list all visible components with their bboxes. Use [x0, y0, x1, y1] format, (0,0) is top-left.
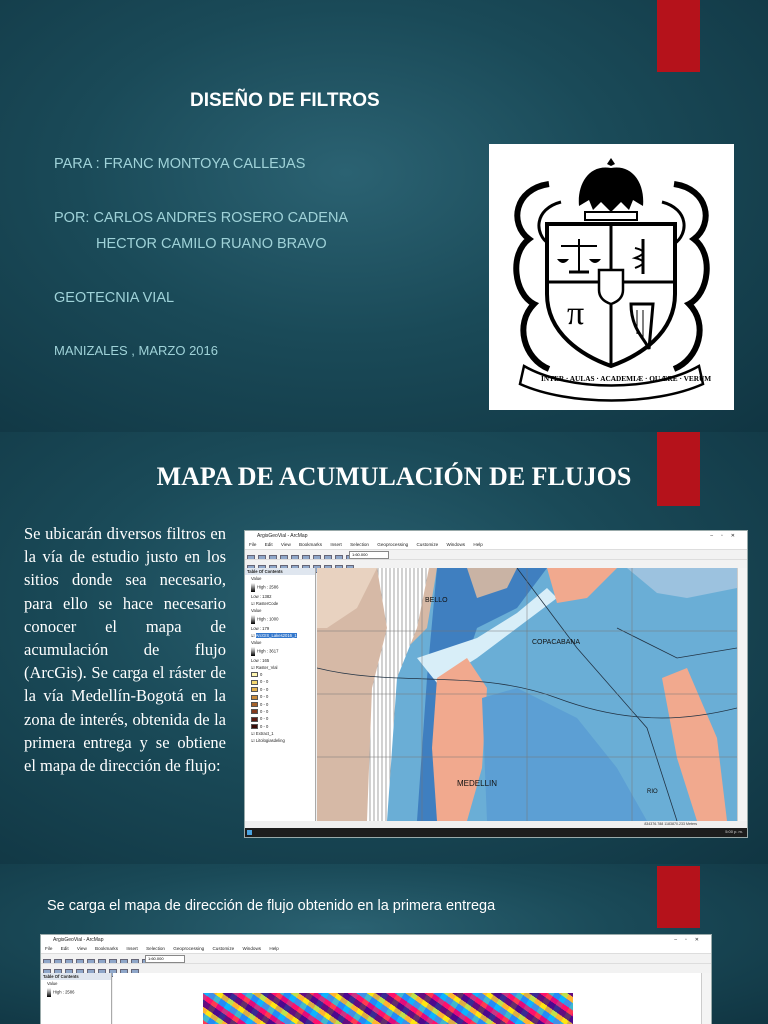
window-controls[interactable]: –▫✕: [674, 937, 707, 943]
arcmap-window: [40, 934, 712, 1024]
menu-bar: [245, 541, 747, 549]
window-title-bar: [41, 935, 711, 945]
slide-title: DISEÑO DE FILTROS: [190, 90, 380, 111]
toc-label: Value: [47, 981, 58, 986]
toc-class: [245, 678, 315, 685]
menu-item[interactable]: Bookmarks: [299, 542, 323, 547]
toc-label: Value: [251, 576, 262, 581]
toc-high-text: High : 2586: [53, 989, 75, 995]
menu-item[interactable]: View: [280, 542, 291, 547]
window-title: ArgisGeoVial - ArcMap: [53, 937, 104, 943]
menu-item[interactable]: Selection: [146, 946, 165, 951]
toc-high: [245, 646, 315, 657]
scale-input[interactable]: 1:60.000: [145, 955, 185, 963]
layer-name: Litologiasdeling: [255, 738, 285, 744]
window-title: ArgisGeoVial - ArcMap: [257, 533, 308, 539]
authors-line-2: HECTOR CAMILO RUANO BRAVO: [96, 236, 327, 252]
layer-name: RasterCode: [255, 601, 279, 606]
description-paragraph: Se ubicarán diversos filtros en la vía de estudio justo en los sitios donde sea necesario, para ello se hace necesario conocer el mapa de acumulación de flujo (ArcGis). Se carga el ráster de la vía Medellín-Bogotá en la zona de interés, obtenida de la primera entrega y se obtiene el mapa de dirección de flujo:: [24, 524, 226, 776]
class-label: 0 - 0: [260, 686, 269, 692]
geology-map: [317, 568, 737, 821]
menu-item[interactable]: Windows: [446, 542, 466, 547]
class-label: 0 - 0: [260, 701, 269, 707]
table-of-contents: [245, 568, 316, 821]
status-bar: 834376.788 1183870.233 Meters: [245, 821, 747, 828]
layer-name: ArcGIS_Lakes2016_1: [255, 633, 297, 638]
legend-swatch: [251, 709, 258, 714]
toolbar-2: [41, 963, 711, 973]
layer-name: Raster_Vial: [255, 665, 278, 670]
window-controls[interactable]: –▫✕: [710, 533, 743, 539]
scale-input[interactable]: 1:60.000: [349, 551, 389, 559]
legend-swatch: [251, 724, 258, 729]
toc-class: [245, 723, 315, 730]
menu-item[interactable]: Geoprocessing: [173, 946, 205, 951]
map-view[interactable]: [113, 973, 701, 1024]
color-ramp: [251, 583, 255, 592]
toc-class: [245, 715, 315, 722]
class-label: 0 - 0: [260, 679, 269, 685]
toc-layer[interactable]: ☑ RasterCode: [251, 601, 279, 606]
flow-direction-slide: [0, 864, 768, 1024]
recipient-line: PARA : FRANC MONTOYA CALLEJAS: [54, 156, 306, 172]
toc-low: Low : 165: [251, 658, 270, 663]
coat-of-arms-icon: [489, 144, 734, 410]
class-label: 0 - 0: [260, 716, 269, 722]
legend-swatch: [251, 695, 258, 700]
toc-layer[interactable]: ☑ Raster_Vial: [251, 665, 278, 670]
arcmap-window: [244, 530, 748, 838]
legend-swatch: [251, 672, 258, 677]
color-ramp: [251, 647, 255, 656]
svg-text:π: π: [567, 295, 585, 332]
toc-high: [41, 987, 111, 998]
toc-high-text: High : 1000: [257, 616, 279, 622]
toolbar-1: [41, 953, 711, 963]
menu-item[interactable]: Geoprocessing: [377, 542, 409, 547]
toc-high: [245, 582, 315, 593]
slide-caption: Se carga el mapa de dirección de flujo obtenido en la primera entrega: [47, 898, 496, 914]
toc-header: Table Of Contents: [41, 973, 111, 980]
toc-low: Low : 179: [251, 626, 270, 631]
table-of-contents: [41, 973, 112, 1024]
start-icon[interactable]: [247, 830, 252, 835]
menu-item[interactable]: Help: [269, 946, 279, 951]
menu-item[interactable]: View: [76, 946, 87, 951]
windows-taskbar: [245, 828, 747, 837]
class-label: 0 - 0: [260, 694, 269, 700]
menu-item[interactable]: Selection: [350, 542, 369, 547]
window-title-bar: [245, 531, 747, 541]
red-accent-bar: [657, 0, 700, 72]
logo-motto: INTER · AULAS · ACADEMIÆ · QUÆRE · VERUM: [541, 374, 712, 383]
map-label-rio: RIO: [647, 789, 658, 795]
toc-class: [245, 686, 315, 693]
layer-name: Extract_1: [255, 731, 274, 737]
toc-label: Value: [251, 640, 262, 645]
legend-swatch: [251, 680, 258, 685]
title-slide: [0, 0, 768, 432]
clock: 5:00 p. m.: [725, 829, 743, 834]
menu-item[interactable]: File: [45, 946, 53, 951]
menu-item[interactable]: Windows: [242, 946, 262, 951]
map-view[interactable]: [317, 568, 737, 821]
toc-high-text: High : 2586: [257, 584, 279, 590]
menu-item[interactable]: File: [249, 542, 257, 547]
map-label-copacabana: COPACABANA: [532, 639, 581, 646]
menu-item[interactable]: Edit: [264, 542, 273, 547]
menu-item[interactable]: Insert: [330, 542, 342, 547]
menu-item[interactable]: Customize: [416, 542, 439, 547]
legend-swatch: [251, 717, 258, 722]
toc-high-text: High : 3617: [257, 648, 279, 654]
toc-high: [245, 614, 315, 625]
menu-bar: [41, 945, 711, 953]
map-label-bello: BELLO: [425, 597, 448, 604]
university-logo: [489, 144, 734, 410]
toc-header: Table Of Contents: [245, 568, 315, 575]
class-label: 0 - 0: [260, 708, 269, 714]
toc-class: [245, 708, 315, 715]
course-line: GEOTECNIA VIAL: [54, 290, 175, 306]
toc-layer-selected[interactable]: ☑ ArcGIS_Lakes2016_1: [251, 633, 297, 638]
color-ramp: [251, 615, 255, 624]
legend-swatch: [251, 687, 258, 692]
menu-item[interactable]: Bookmarks: [95, 946, 119, 951]
flow-accumulation-slide: [0, 432, 768, 864]
place-date-line: MANIZALES , MARZO 2016: [54, 343, 218, 358]
slide-title: MAPA DE ACUMULACIÓN DE FLUJOS: [156, 462, 632, 491]
toolbar-1: [245, 549, 747, 559]
menu-item[interactable]: Customize: [212, 946, 235, 951]
flow-direction-raster: [203, 993, 573, 1024]
toc-layer[interactable]: ☑ Extract_1: [251, 731, 274, 737]
toc-class: [245, 671, 315, 678]
map-label-medellin: MEDELLIN: [457, 779, 498, 788]
class-label: 0: [260, 672, 263, 677]
red-accent-bar: [657, 866, 700, 928]
toc-class: [245, 693, 315, 700]
menu-item[interactable]: Help: [473, 542, 483, 547]
class-label: 0 - 0: [260, 723, 269, 729]
toc-low: Low : 1382: [251, 594, 272, 599]
authors-line-1: POR: CARLOS ANDRES ROSERO CADENA: [54, 210, 349, 226]
color-ramp: [47, 988, 51, 997]
toc-label: Value: [251, 608, 262, 613]
vertical-scrollbar[interactable]: [701, 973, 711, 1024]
menu-item[interactable]: Insert: [126, 946, 138, 951]
menu-item[interactable]: Edit: [60, 946, 69, 951]
toc-class: [245, 701, 315, 708]
legend-swatch: [251, 702, 258, 707]
vertical-scrollbar[interactable]: [737, 568, 747, 821]
toc-layer[interactable]: ☑ Litologiasdeling: [251, 738, 285, 744]
